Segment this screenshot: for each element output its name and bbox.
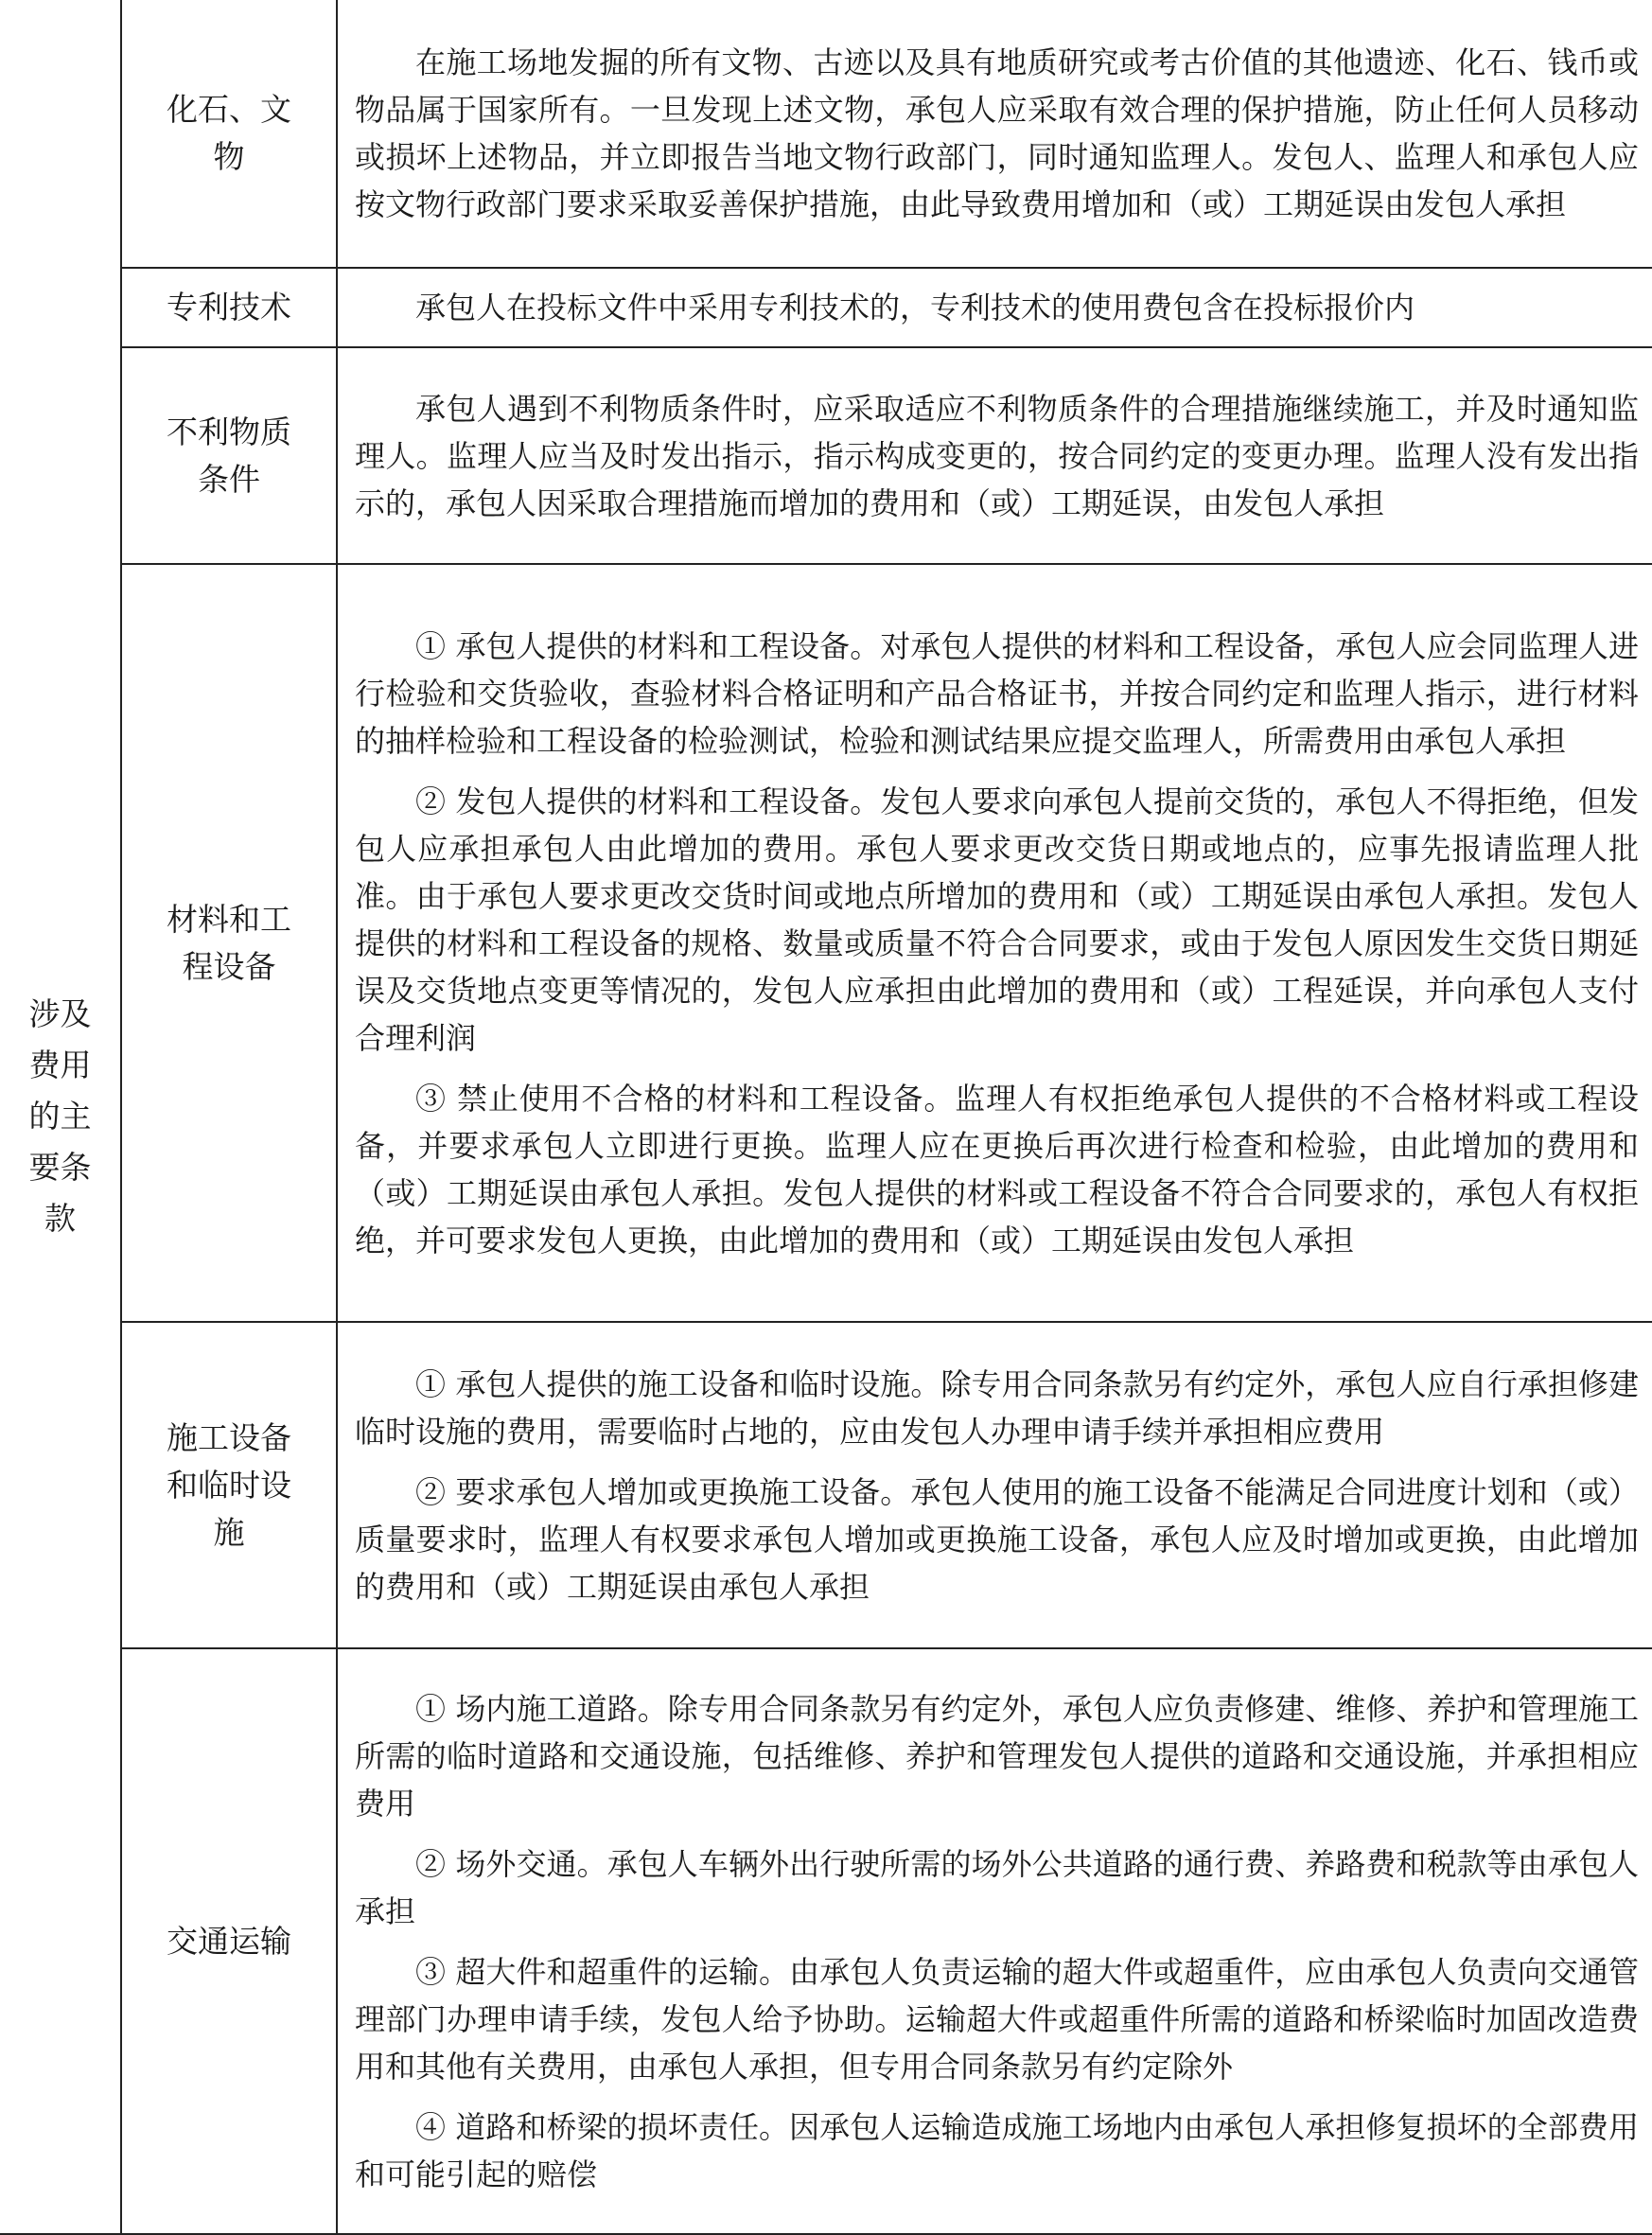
clause-paragraph: ① 场内施工道路。除专用合同条款另有约定外，承包人应负责修建、维修、养护和管理施工所需的临时道路和交通设施，包括维修、养护和管理发包人提供的道路和交通设施，并承担相应费用 xyxy=(355,1690,1639,1821)
table-row xyxy=(0,347,1652,564)
content-cell xyxy=(337,564,1652,1322)
clause-paragraph: ① 承包人提供的施工设备和临时设施。除专用合同条款另有约定外，承包人应自行承担修建临时设施的费用，需要临时占地的，应由发包人办理申请手续并承担相应费用 xyxy=(355,1365,1639,1450)
item-cell xyxy=(121,0,337,268)
item-label: 交通运输 xyxy=(167,1922,291,1960)
clause-paragraph: 承包人遇到不利物质条件时，应采取适应不利物质条件的合理措施继续施工，并及时通知监理人。监理人应当及时发出指示，指示构成变更的，按合同约定的变更办理。监理人没有发出指示的，承包人因采取合理措施而增加的费用和（或）工期延误，由发包人承担 xyxy=(355,390,1639,521)
content-cell xyxy=(337,1322,1652,1648)
table-row xyxy=(0,1648,1652,2234)
item-label: 专利技术 xyxy=(167,289,291,326)
item-cell xyxy=(121,268,337,347)
clause-paragraph: 承包人在投标文件中采用专利技术的，专利技术的使用费包含在投标报价内 xyxy=(415,290,1415,326)
item-cell xyxy=(121,347,337,564)
item-cell xyxy=(121,1648,337,2234)
clause-paragraph: ③ 超大件和超重件的运输。由承包人负责运输的超大件或超重件，应由承包人负责向交通管理部门办理申请手续，发包人给予协助。运输超大件或超重件所需的道路和桥梁临时加固改造费用和其他有关费用，由承包人承担，但专用合同条款另有约定除外 xyxy=(355,1953,1639,2085)
item-cell xyxy=(121,1322,337,1648)
item-label: 化石、文物 xyxy=(167,91,291,175)
item-cell xyxy=(121,564,337,1322)
group-label: 涉及费用的主要条款 xyxy=(28,995,92,1237)
item-label: 不利物质条件 xyxy=(167,413,291,498)
content-cell xyxy=(337,268,1652,347)
table-row xyxy=(0,268,1652,347)
group-cell xyxy=(0,0,121,2234)
clause-paragraph: ① 承包人提供的材料和工程设备。对承包人提供的材料和工程设备，承包人应会同监理人进行检验和交货验收，查验材料合格证明和产品合格证书，并按合同约定和监理人指示，进行材料的抽样检验和工程设备的检验测试，检验和测试结果应提交监理人，所需费用由承包人承担 xyxy=(355,627,1639,759)
clause-paragraph: ② 要求承包人增加或更换施工设备。承包人使用的施工设备不能满足合同进度计划和（或）质量要求时，监理人有权要求承包人增加或更换施工设备，承包人应及时增加或更换，由此增加的费用和（或）工期延误由承包人承担 xyxy=(355,1473,1639,1605)
clause-paragraph: 在施工场地发掘的所有文物、古迹以及具有地质研究或考古价值的其他遗迹、化石、钱币或物品属于国家所有。一旦发现上述文物，承包人应采取有效合理的保护措施，防止任何人员移动或损坏上述物品，并立即报告当地文物行政部门，同时通知监理人。发包人、监理人和承包人应按文物行政部门要求采取妥善保护措施，由此导致费用增加和（或）工期延误由发包人承担 xyxy=(355,44,1639,222)
content-cell xyxy=(337,1648,1652,2234)
content-cell xyxy=(337,0,1652,268)
clause-paragraph: ② 发包人提供的材料和工程设备。发包人要求向承包人提前交货的，承包人不得拒绝，但发包人应承担承包人由此增加的费用。承包人要求更改交货日期或地点的，应事先报请监理人批准。由于承包人要求更改交货时间或地点所增加的费用和（或）工期延误由承包人承担。发包人提供的材料和工程设备的规格、数量或质量不符合合同要求，或由于发包人原因发生交货日期延误及交货地点变更等情况的，发包人应承担由此增加的费用和（或）工程延误，并向承包人支付合理利润 xyxy=(355,783,1639,1056)
item-label: 材料和工程设备 xyxy=(167,900,291,985)
clause-paragraph: ② 场外交通。承包人车辆外出行驶所需的场外公共道路的通行费、养路费和税款等由承包人承担 xyxy=(355,1845,1639,1929)
clause-paragraph: ④ 道路和桥梁的损坏责任。因承包人运输造成施工场地内由承包人承担修复损坏的全部费用和可能引起的赔偿 xyxy=(355,2108,1639,2192)
clause-paragraph: ③ 禁止使用不合格的材料和工程设备。监理人有权拒绝承包人提供的不合格材料或工程设备，并要求承包人立即进行更换。监理人应在更换后再次进行检查和检验，由此增加的费用和（或）工期延误由承包人承担。发包人提供的材料或工程设备不符合合同要求的，承包人有权拒绝，并可要求发包人更换，由此增加的费用和（或）工期延误由发包人承担 xyxy=(355,1080,1639,1258)
table-row xyxy=(0,1322,1652,1648)
table-row xyxy=(0,564,1652,1322)
item-label: 施工设备和临时设施 xyxy=(167,1418,291,1551)
table-row xyxy=(0,0,1652,268)
content-cell xyxy=(337,347,1652,564)
